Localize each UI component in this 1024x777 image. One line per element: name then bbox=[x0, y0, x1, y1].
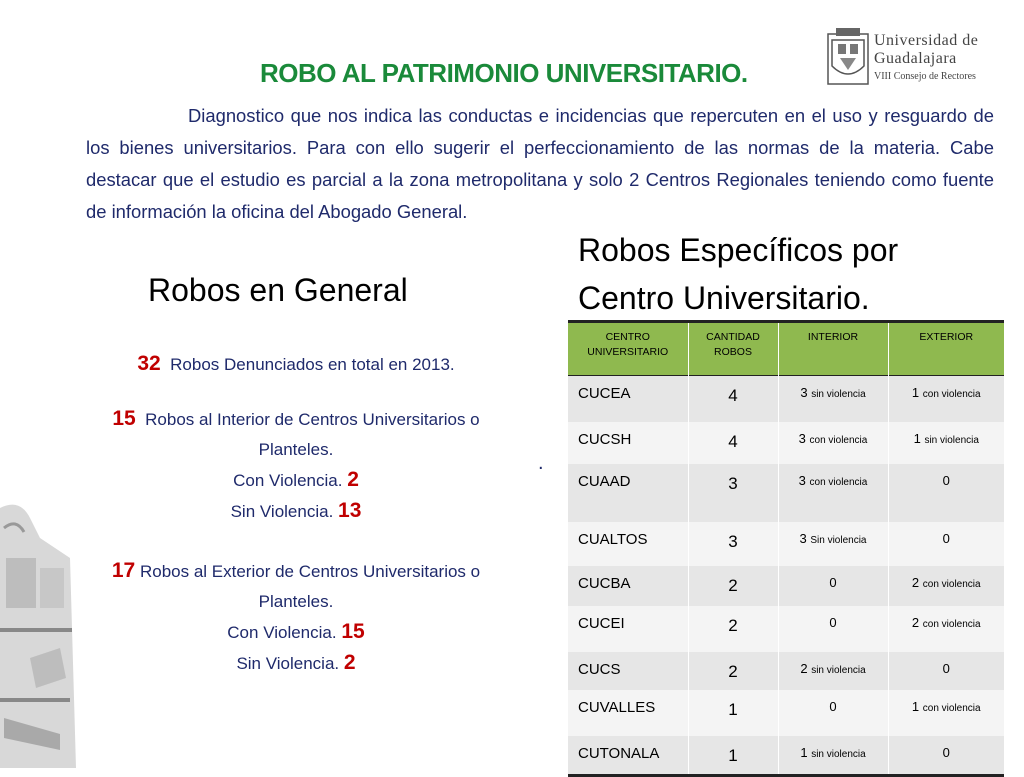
interior-text-2: Planteles. bbox=[258, 440, 334, 459]
centro-cell: CUALTOS bbox=[568, 522, 688, 566]
table-row bbox=[568, 566, 1004, 606]
specific-heading bbox=[578, 226, 898, 322]
int-count: 0 bbox=[829, 614, 837, 630]
exterior-stats bbox=[56, 556, 536, 679]
interior-number: 15 bbox=[112, 407, 136, 430]
int-violence-type: Sin violencia bbox=[810, 534, 867, 546]
table-row bbox=[568, 652, 1004, 690]
exterior-cell bbox=[888, 566, 1004, 606]
interior-cell bbox=[778, 690, 888, 736]
intro-text-end: información la oficina del Abogado General. bbox=[111, 201, 468, 222]
centro-cell: CUCSH bbox=[568, 422, 688, 464]
total-text: Robos Denunciados en total en 2013. bbox=[170, 355, 455, 374]
general-heading: Robos en General bbox=[148, 272, 408, 308]
ext-violence-type: con violencia bbox=[922, 389, 981, 400]
cantidad-cell: 3 bbox=[688, 464, 778, 522]
university-crest-icon bbox=[826, 26, 870, 86]
exterior-cell bbox=[888, 606, 1004, 652]
exterior-text-2: Planteles. bbox=[258, 592, 334, 611]
exterior-text: Robos al Exterior de Centros Universitarios o bbox=[139, 562, 481, 581]
ext-count: 2 bbox=[911, 574, 920, 590]
ext-count: 1 bbox=[913, 430, 921, 446]
centro-cell: CUCEI bbox=[568, 606, 688, 652]
int-count: 1 bbox=[800, 744, 808, 760]
interior-sin-value: 13 bbox=[338, 499, 362, 522]
exterior-cell bbox=[888, 652, 1004, 690]
interior-cell bbox=[778, 566, 888, 606]
specific-heading-line-2: Centro Universitario. bbox=[578, 280, 870, 316]
centro-cell: CUAAD bbox=[568, 464, 688, 522]
interior-cell bbox=[778, 652, 888, 690]
exterior-con-value: 15 bbox=[341, 620, 365, 643]
int-violence-type: sin violencia bbox=[811, 389, 866, 400]
int-count: 3 bbox=[798, 472, 806, 488]
interior-sin-label: Sin Violencia. bbox=[230, 502, 334, 521]
ext-count: 0 bbox=[942, 660, 950, 676]
exterior-cell bbox=[888, 376, 1004, 422]
table-row bbox=[568, 376, 1004, 422]
robos-table bbox=[568, 320, 1004, 777]
interior-cell bbox=[778, 464, 888, 522]
header-centro: CENTRO UNIVERSITARIO bbox=[568, 322, 688, 376]
intro-paragraph bbox=[86, 100, 994, 228]
interior-cell bbox=[778, 736, 888, 776]
table-row bbox=[568, 422, 1004, 464]
exterior-cell bbox=[888, 464, 1004, 522]
interior-text: Robos al Interior de Centros Universitarios o bbox=[145, 410, 480, 429]
cantidad-cell: 4 bbox=[688, 422, 778, 464]
total-stat bbox=[56, 352, 536, 376]
centro-cell: CUCS bbox=[568, 652, 688, 690]
ext-count: 0 bbox=[942, 472, 950, 488]
interior-con-label: Con Violencia. bbox=[233, 471, 343, 490]
int-count: 0 bbox=[829, 574, 837, 590]
intro-text: Diagnostico que nos indica las conductas e incidencias que repercuten en el uso y resguardo de los bienes universitarios. Para con ello sugerir el perfeccionamiento de las normas de la materia. Cabe destacar que el estudio es parcial a la zona metropolitana y solo 2 Centros Regionales teniendo como fuente de bbox=[86, 105, 994, 222]
exterior-cell bbox=[888, 690, 1004, 736]
ext-count: 1 bbox=[911, 385, 920, 400]
int-violence-type: con violencia bbox=[809, 476, 868, 488]
int-count: 3 bbox=[798, 430, 806, 446]
ext-count: 1 bbox=[911, 698, 920, 714]
int-violence-type: sin violencia bbox=[811, 664, 866, 676]
table-row bbox=[568, 736, 1004, 776]
int-violence-type: con violencia bbox=[809, 434, 868, 446]
exterior-sin-value: 2 bbox=[343, 651, 356, 674]
interior-cell bbox=[778, 376, 888, 422]
exterior-sin-label: Sin Violencia. bbox=[236, 654, 340, 673]
table-header-row bbox=[568, 322, 1004, 376]
int-violence-type: sin violencia bbox=[811, 748, 866, 760]
ext-violence-type: con violencia bbox=[922, 578, 981, 590]
ext-violence-type: sin violencia bbox=[924, 434, 979, 446]
logo-line-3: VIII Consejo de Rectores bbox=[874, 71, 976, 82]
centro-cell: CUVALLES bbox=[568, 690, 688, 736]
header-exterior: EXTERIOR bbox=[888, 322, 1004, 376]
header-cantidad: CANTIDAD ROBOS bbox=[688, 322, 778, 376]
cantidad-cell: 1 bbox=[688, 690, 778, 736]
logo-line-1: Universidad de bbox=[874, 32, 979, 49]
cantidad-cell: 2 bbox=[688, 606, 778, 652]
int-count: 2 bbox=[800, 660, 808, 676]
cantidad-cell: 1 bbox=[688, 736, 778, 776]
exterior-con-label: Con Violencia. bbox=[227, 623, 337, 642]
int-count: 0 bbox=[829, 698, 837, 714]
interior-cell bbox=[778, 522, 888, 566]
logo-line-2: Guadalajara bbox=[874, 50, 957, 67]
centro-cell: CUCBA bbox=[568, 566, 688, 606]
exterior-number: 17 bbox=[111, 559, 136, 582]
table-row bbox=[568, 522, 1004, 566]
centro-cell: CUTONALA bbox=[568, 736, 688, 776]
exterior-cell bbox=[888, 736, 1004, 776]
ext-count: 0 bbox=[942, 744, 950, 760]
centro-cell: CUCEA bbox=[568, 376, 688, 422]
ext-count: 2 bbox=[911, 614, 920, 630]
table-row bbox=[568, 464, 1004, 522]
table-row bbox=[568, 606, 1004, 652]
stray-dot: . bbox=[538, 452, 544, 474]
table-row bbox=[568, 690, 1004, 736]
ext-violence-type: con violencia bbox=[922, 618, 981, 630]
specific-heading-line-1: Robos Específicos por bbox=[578, 232, 899, 268]
exterior-cell bbox=[888, 422, 1004, 464]
university-logo bbox=[826, 26, 1010, 90]
ext-violence-type: con violencia bbox=[922, 702, 981, 714]
total-number: 32 bbox=[137, 352, 161, 375]
header-interior: INTERIOR bbox=[778, 322, 888, 376]
int-count: 3 bbox=[800, 385, 808, 400]
exterior-cell bbox=[888, 522, 1004, 566]
cantidad-cell: 2 bbox=[688, 566, 778, 606]
cantidad-cell: 4 bbox=[688, 376, 778, 422]
building-facade-image bbox=[0, 498, 80, 768]
interior-cell bbox=[778, 606, 888, 652]
cantidad-cell: 3 bbox=[688, 522, 778, 566]
slide-title: ROBO AL PATRIMONIO UNIVERSITARIO. bbox=[260, 58, 748, 88]
cantidad-cell: 2 bbox=[688, 652, 778, 690]
int-count: 3 bbox=[799, 530, 807, 546]
interior-cell bbox=[778, 422, 888, 464]
interior-stats bbox=[56, 404, 536, 527]
ext-count: 0 bbox=[942, 530, 950, 546]
interior-con-value: 2 bbox=[347, 468, 359, 491]
